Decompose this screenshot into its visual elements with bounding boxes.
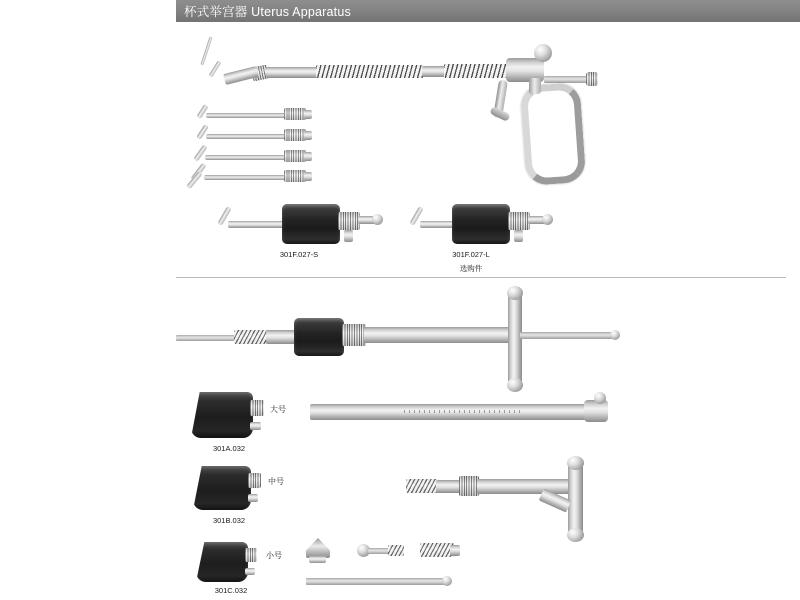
accessory-l-collar bbox=[508, 212, 530, 230]
probe-collar-1 bbox=[284, 108, 306, 120]
tee-assembly-shaft-2 bbox=[477, 479, 571, 494]
bottom-rubber-cup bbox=[294, 318, 344, 356]
secondary-threaded-section bbox=[444, 64, 508, 78]
bottom-main-tube bbox=[364, 327, 512, 343]
accessory-s-rubber-cup bbox=[282, 204, 340, 244]
accessory-l-code: 301F.027-L bbox=[452, 250, 490, 259]
tee-assembly-screw-tip bbox=[406, 479, 438, 493]
thumb-knob bbox=[534, 44, 552, 62]
small-part-helix bbox=[420, 543, 454, 557]
small-part-cone-base bbox=[309, 556, 326, 563]
accessory-l-port-tip bbox=[542, 214, 553, 225]
probe-shaft-3 bbox=[205, 155, 286, 160]
probe-collar-4 bbox=[284, 170, 306, 182]
finger-ring-handle bbox=[520, 82, 587, 186]
handle-neck bbox=[529, 78, 541, 94]
bottom-tee-bottom-cap bbox=[507, 378, 523, 392]
main-shaft bbox=[266, 67, 318, 78]
cup-large bbox=[191, 392, 253, 438]
accessory-optional-note: 选购件 bbox=[459, 264, 483, 273]
extension-tube-end-fitting bbox=[584, 400, 608, 422]
small-part-cone bbox=[306, 538, 330, 558]
accessory-l-shaft bbox=[420, 221, 454, 228]
rear-end-fitting bbox=[586, 72, 598, 86]
spring-threaded-section bbox=[316, 65, 424, 78]
cup-medium-port bbox=[248, 494, 258, 502]
tee-assembly-vertical-bar bbox=[568, 460, 583, 538]
small-part-bolt-thread bbox=[388, 545, 404, 556]
cup-small-size-label: 小号 bbox=[266, 551, 282, 560]
accessory-s-collar bbox=[338, 212, 360, 230]
tee-assembly-bottom-cap bbox=[567, 528, 584, 542]
rear-shaft bbox=[544, 76, 588, 83]
mid-shaft bbox=[422, 66, 446, 77]
extension-tube-engraving bbox=[404, 410, 522, 413]
cup-small bbox=[196, 542, 248, 582]
accessory-s-code: 301F.027-S bbox=[279, 250, 319, 259]
bottom-tee-top-cap bbox=[507, 286, 523, 300]
extension-tube-end-knob bbox=[594, 392, 606, 404]
probe-endcap-1 bbox=[304, 110, 312, 119]
accessory-l-rubber-cup bbox=[452, 204, 510, 244]
small-part-helix-base bbox=[450, 545, 460, 556]
cup-large-port bbox=[250, 422, 261, 430]
tee-assembly-top-cap bbox=[567, 456, 584, 470]
cup-medium-size-label: 中号 bbox=[268, 477, 284, 486]
cup-large-collar bbox=[250, 400, 264, 416]
accessory-s-shaft bbox=[228, 221, 284, 228]
probe-shaft-1 bbox=[206, 113, 286, 118]
cup-small-collar bbox=[245, 548, 257, 562]
page-title: 杯式举宫器 Uterus Apparatus bbox=[184, 5, 351, 19]
small-part-thin-rod bbox=[306, 578, 448, 585]
distal-tip-curve bbox=[209, 60, 222, 77]
probe-endcap-2 bbox=[304, 131, 312, 140]
accessory-s-port-tip bbox=[372, 214, 383, 225]
bottom-rear-rod-tip bbox=[610, 330, 620, 340]
tip-taper-joint bbox=[223, 66, 259, 85]
small-part-thin-rod-tip bbox=[442, 576, 452, 586]
section-divider bbox=[176, 277, 786, 278]
accessory-l-bottom-port bbox=[514, 230, 523, 242]
cup-large-size-label: 大号 bbox=[270, 405, 286, 414]
probe-shaft-4 bbox=[204, 175, 286, 180]
cup-small-code: 301C.032 bbox=[214, 586, 248, 595]
probe-endcap-4 bbox=[304, 172, 312, 181]
cup-large-code: 301A.032 bbox=[212, 444, 246, 453]
bottom-collar-knurl bbox=[342, 324, 366, 346]
bottom-distal-rod bbox=[176, 335, 236, 341]
probe-collar-2 bbox=[284, 129, 306, 141]
cup-small-port bbox=[245, 568, 255, 575]
bottom-screw-helix bbox=[234, 330, 268, 344]
distal-tip-needle bbox=[200, 36, 212, 65]
bottom-instrument-group bbox=[0, 280, 800, 600]
cup-medium-collar bbox=[248, 473, 261, 488]
probe-endcap-3 bbox=[304, 152, 312, 161]
probe-collar-3 bbox=[284, 150, 306, 162]
cup-medium bbox=[193, 466, 251, 510]
tee-assembly-collar bbox=[459, 476, 479, 496]
top-instrument-group bbox=[0, 0, 800, 273]
accessory-s-bottom-port bbox=[344, 230, 353, 242]
cup-medium-code: 301B.032 bbox=[212, 516, 246, 525]
bottom-tee-vertical-bar bbox=[508, 290, 522, 388]
probe-shaft-2 bbox=[206, 134, 286, 139]
bottom-rear-rod bbox=[520, 332, 616, 339]
